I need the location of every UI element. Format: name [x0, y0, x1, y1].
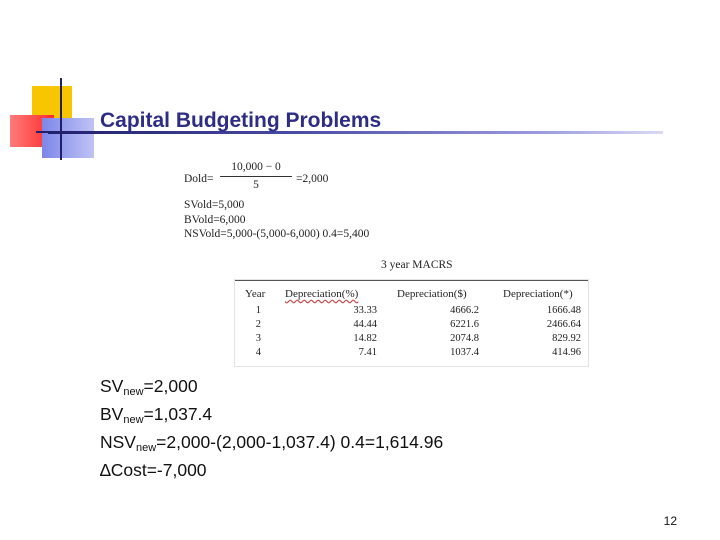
table-cell-other: 829.92 [552, 333, 581, 344]
depreciation-old-formula [184, 160, 424, 198]
slide-title: Capital Budgeting Problems [100, 109, 382, 132]
nsv-label: NSV [100, 432, 136, 452]
sv-new-line [100, 375, 443, 403]
sv-old-line: SVold=5,000 [184, 199, 245, 211]
nsv-value: =2,000-(2,000-1,037.4) 0.4=1,614.96 [156, 432, 444, 452]
old-asset-calculations [184, 160, 424, 242]
nsv-new-line [100, 431, 443, 459]
header-year: Year [245, 288, 266, 300]
table-cell-other: 2466.64 [546, 319, 581, 330]
table-header-rule [235, 280, 588, 281]
table-cell-percent: 44.44 [353, 319, 377, 330]
macrs-table [234, 279, 589, 367]
bv-new-line [100, 403, 443, 431]
sv-label: SV [100, 376, 124, 396]
bv-old-line: BVold=6,000 [184, 213, 246, 226]
bv-value: =1,037.4 [143, 404, 213, 424]
table-cell-dollars: 1037.4 [450, 347, 479, 358]
sv-value: =2,000 [143, 376, 198, 396]
nsv-subscript: new [135, 442, 157, 454]
table-cell-year: 1 [255, 305, 261, 316]
fraction-numerator: 10,000 − 0 [220, 160, 292, 177]
table-cell-year: 2 [255, 319, 261, 330]
header-depreciation-other: Depreciation(*) [503, 288, 573, 300]
decorative-blue-square [42, 118, 94, 158]
decorative-vertical-line [60, 78, 62, 160]
page-number: 12 [663, 514, 677, 528]
sv-subscript: new [123, 386, 144, 398]
depreciation-old-result: =2,000 [296, 173, 329, 185]
bv-label: BV [100, 404, 124, 424]
table-cell-dollars: 2074.8 [450, 333, 479, 344]
new-asset-results [100, 375, 443, 481]
depreciation-old-fraction [220, 160, 292, 192]
header-depreciation-dollars: Depreciation($) [397, 288, 467, 300]
table-cell-other: 414.96 [552, 347, 581, 358]
header-depreciation-percent: Depreciation(%) [285, 288, 359, 300]
table-cell-other: 1666.48 [546, 305, 581, 316]
fraction-denominator: 5 [253, 178, 259, 191]
table-cell-percent: 14.82 [353, 333, 377, 344]
nsv-old-line: NSVold=5,000-(5,000-6,000) 0.4=5,400 [184, 228, 370, 240]
macrs-table-title: 3 year MACRS [381, 259, 453, 271]
table-cell-dollars: 4666.2 [450, 305, 479, 316]
depreciation-old-label: Dold= [184, 173, 214, 185]
table-cell-year: 3 [255, 333, 261, 344]
table-cell-dollars: 6221.6 [450, 319, 479, 330]
bv-subscript: new [123, 414, 144, 426]
delta-cost-line: ∆Cost=-7,000 [100, 460, 207, 480]
table-cell-year: 4 [255, 347, 261, 358]
table-cell-percent: 33.33 [353, 305, 377, 316]
table-cell-percent: 7.41 [358, 347, 377, 358]
